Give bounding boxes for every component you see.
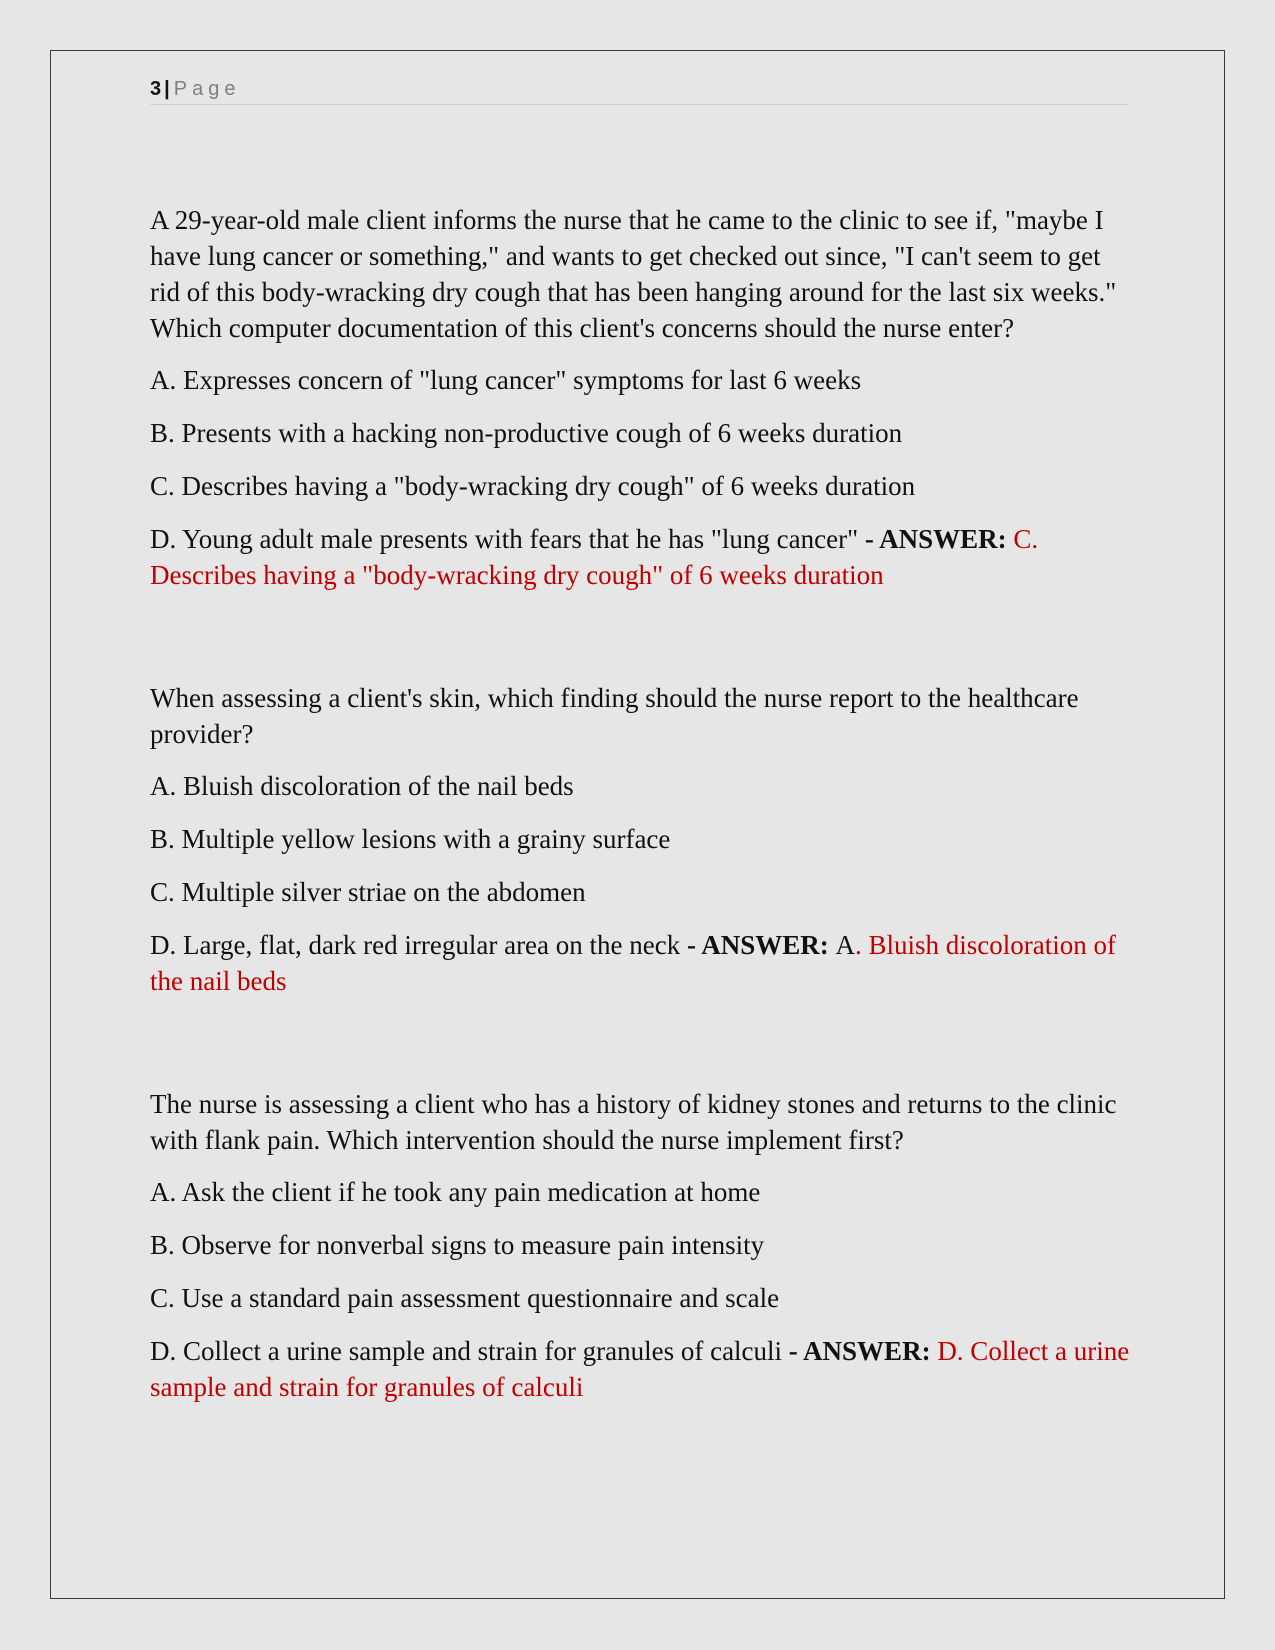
document-body xyxy=(150,202,1135,1405)
option-b: B. Multiple yellow lesions with a grainy surface xyxy=(150,824,671,854)
answer-label: - ANSWER: xyxy=(782,1336,938,1366)
answer-lead: A xyxy=(835,930,855,960)
header-separator: | xyxy=(164,78,170,100)
question-block-2 xyxy=(150,680,1135,999)
option-c: C. Use a standard pain assessment questionnaire and scale xyxy=(150,1283,780,1313)
option-a: A. Bluish discoloration of the nail beds xyxy=(150,771,574,801)
question-stem: When assessing a client's skin, which finding should the nurse report to the healthcare provider? xyxy=(150,683,1079,749)
answer-label: - ANSWER: xyxy=(680,930,836,960)
option-d-with-answer xyxy=(150,521,1135,593)
option-d: D. Collect a urine sample and strain for granules of calculi xyxy=(150,1336,783,1366)
option-d: D. Large, flat, dark red irregular area on the neck xyxy=(150,930,681,960)
question-stem: A 29-year-old male client informs the nurse that he came to the clinic to see if, "maybe I have lung cancer or something," and wants to get checked out since, "I can't seem to get rid of this body-wracking dry cough that has been hanging around for the last six weeks." Which computer documentation of this client's concerns should the nurse enter? xyxy=(150,205,1117,343)
answer-text: C. Describes having a "body-wracking dry cough" of 6 weeks duration xyxy=(150,524,1039,590)
option-c: C. Describes having a "body-wracking dry cough" of 6 weeks duration xyxy=(150,471,916,501)
answer-text: D. Collect a urine sample and strain for granules of calculi xyxy=(150,1336,1130,1402)
option-b: B. Presents with a hacking non-productive cough of 6 weeks duration xyxy=(150,418,903,448)
option-a: A. Expresses concern of "lung cancer" symptoms for last 6 weeks xyxy=(150,365,862,395)
page-number: 3 xyxy=(150,78,162,100)
question-block-3 xyxy=(150,1086,1135,1405)
option-d: D. Young adult male presents with fears that he has "lung cancer" xyxy=(150,524,859,554)
option-d-with-answer xyxy=(150,1333,1135,1405)
option-c: C. Multiple silver striae on the abdomen xyxy=(150,877,586,907)
question-block-1 xyxy=(150,202,1135,593)
page-label: Page xyxy=(173,78,241,100)
option-a: A. Ask the client if he took any pain medication at home xyxy=(150,1177,761,1207)
page-header xyxy=(150,76,1128,105)
question-stem: The nurse is assessing a client who has a history of kidney stones and returns to the clinic with flank pain. Which intervention should the nurse implement first? xyxy=(150,1089,1117,1155)
answer-label: - ANSWER: xyxy=(858,524,1014,554)
option-d-with-answer xyxy=(150,927,1135,999)
option-b: B. Observe for nonverbal signs to measure pain intensity xyxy=(150,1230,765,1260)
answer-text: . Bluish discoloration of the nail beds xyxy=(150,930,1116,996)
